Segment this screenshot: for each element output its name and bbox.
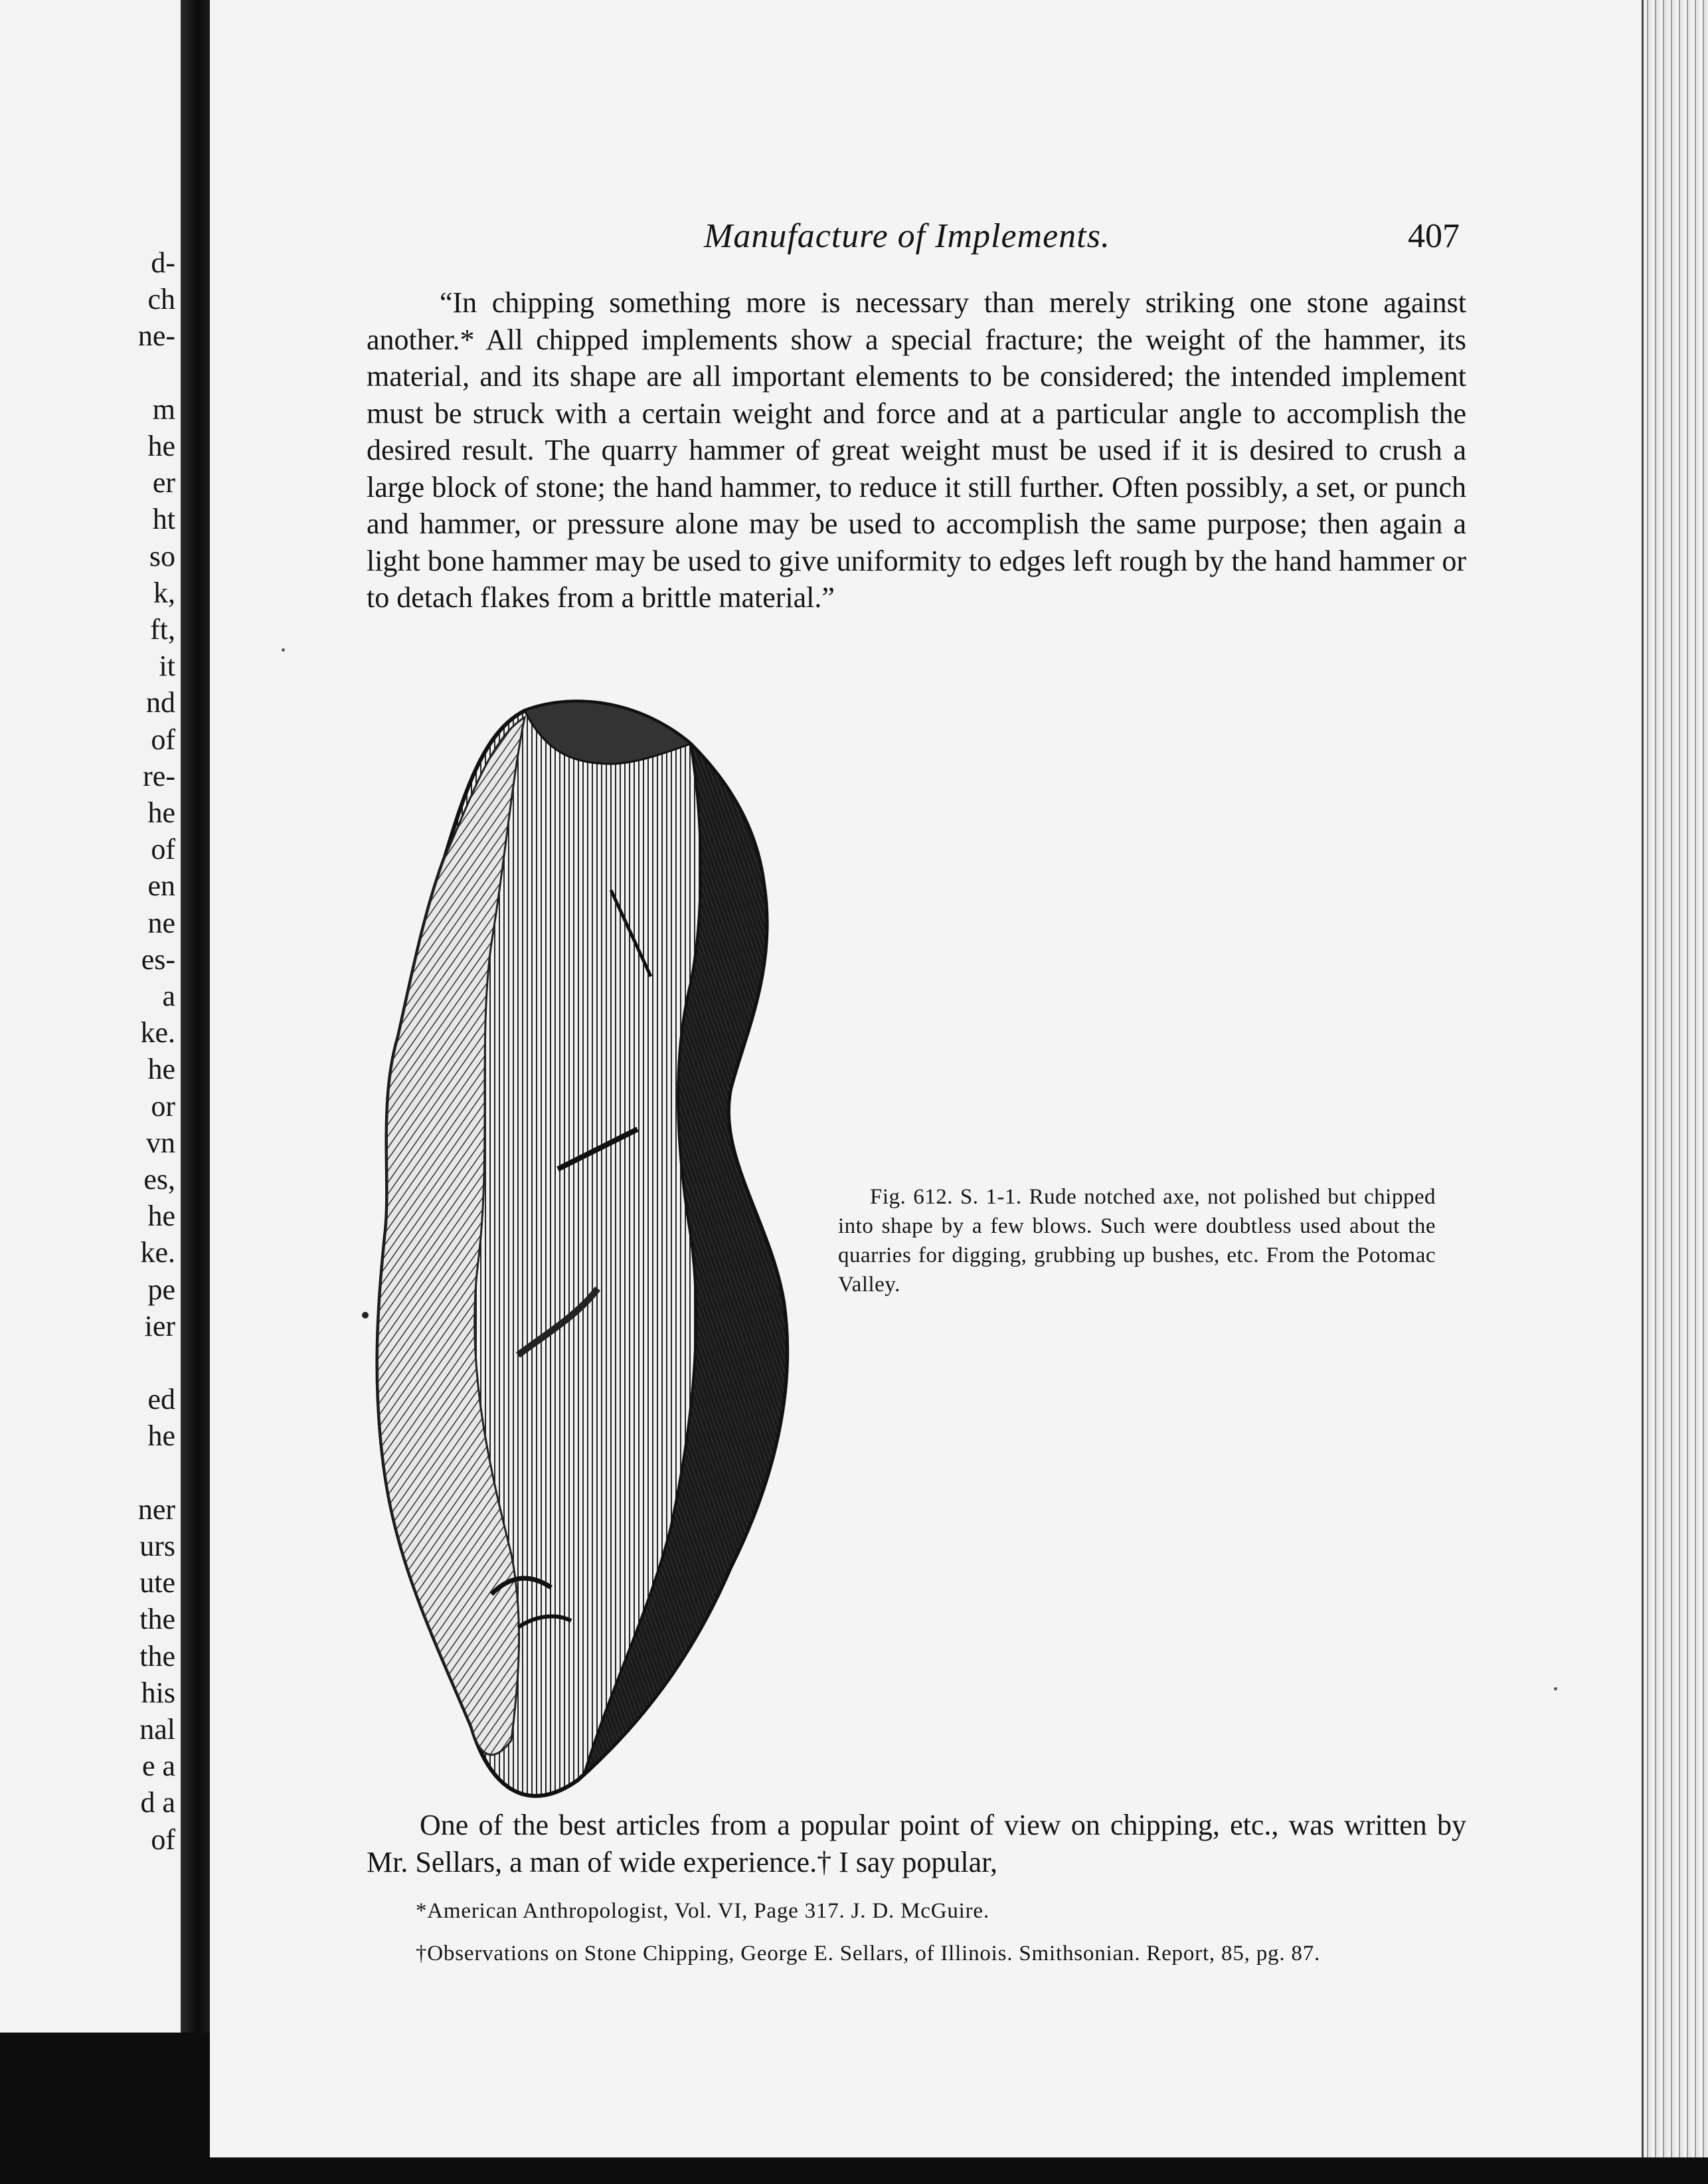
left-page-line-fragment: ke. bbox=[140, 1016, 175, 1049]
left-page-line-fragment: m bbox=[152, 393, 175, 426]
left-page-line-fragment: nal bbox=[139, 1713, 175, 1746]
footnote-1: *American Anthropologist, Vol. VI, Page 317. J. D. McGuire. bbox=[416, 1899, 989, 1923]
left-page-line-fragment: ed bbox=[147, 1383, 175, 1416]
left-page-line-fragment: ht bbox=[152, 503, 175, 536]
left-page-line-fragment: en bbox=[147, 869, 175, 903]
left-page-line-fragment: ner bbox=[137, 1493, 175, 1526]
scan-border bbox=[0, 2157, 1708, 2184]
left-page-line-fragment: d a bbox=[140, 1786, 175, 1819]
left-page-line-fragment: pe bbox=[147, 1273, 175, 1306]
left-page-line-fragment: e a bbox=[141, 1750, 175, 1783]
left-page-line-fragment: his bbox=[141, 1676, 175, 1709]
left-page-line-fragment: nd bbox=[146, 686, 175, 719]
left-page-line-fragment: es- bbox=[141, 943, 175, 976]
left-page-line-fragment: of bbox=[151, 723, 175, 756]
notched-axe-engraving bbox=[359, 691, 823, 1807]
page-edges bbox=[1642, 0, 1708, 2157]
left-page-line-fragment: ft, bbox=[150, 613, 175, 646]
left-page-line-fragment: ier bbox=[144, 1309, 175, 1342]
left-page-line-fragment: ute bbox=[139, 1566, 175, 1599]
left-page-fragment bbox=[0, 0, 181, 2033]
left-page-line-fragment: ke. bbox=[140, 1236, 175, 1269]
scan-speck bbox=[1554, 1687, 1557, 1690]
figure-caption: Fig. 612. S. 1-1. Rude notched axe, not polished but chipped into shape by a few blows. Such were doubtless used about the quarries for digging, grubbing up bushes, etc. From the Potomac Valley. bbox=[838, 1185, 1436, 1297]
footnote-2: †Observations on Stone Chipping, George E. Sellars, of Illinois. Smithsonian. Report, 85, pg. 87. bbox=[416, 1942, 1321, 1965]
left-page-line-fragment: er bbox=[152, 466, 175, 500]
left-page-line-fragment: the bbox=[139, 1639, 175, 1673]
left-page-line-fragment: he bbox=[147, 1419, 175, 1453]
left-page-line-fragment: he bbox=[147, 430, 175, 462]
quoted-paragraph: “In chipping something more is necessary than merely striking one stone against another.* All chipped implements show a special fracture; the weight of the hammer, its material, and its shape are all important elements to be considered; the intended implement must be struck with a certain weight and force and at a particular angle to accomplish the desired result. The quarry hammer of great weight must be used if it is desired to crush a large block of stone; the hand hammer, to reduce it still further. Often possibly, a set, or punch and hammer, or pressure alone may be used to accomplish the same purpose; then again a light bone hammer may be used to give uniformity to edges left rough by the hand hammer or to detach flakes from a brittle material.” bbox=[367, 286, 1466, 614]
left-page-line-fragment: es, bbox=[143, 1163, 175, 1196]
axe-illustration bbox=[359, 691, 823, 1807]
left-page-line-fragment: he bbox=[147, 1200, 175, 1233]
left-page-line-fragment: so bbox=[149, 539, 175, 573]
left-page-line-fragment: of bbox=[151, 1823, 175, 1856]
left-page-line-fragment: ne bbox=[147, 906, 175, 939]
left-page-line-fragment: of bbox=[151, 833, 175, 866]
left-page-line-fragment: or bbox=[151, 1089, 175, 1123]
left-page-line-fragment: urs bbox=[139, 1530, 175, 1562]
left-page-line-fragment: k, bbox=[153, 576, 175, 609]
left-page-line-fragment: ne- bbox=[137, 319, 175, 353]
left-page-line-fragment: vn bbox=[146, 1126, 175, 1159]
left-page-line-fragment: a bbox=[162, 980, 175, 1012]
running-head: Manufacture of Implements. bbox=[704, 217, 1110, 255]
scan-speck bbox=[282, 648, 285, 652]
left-page-line-fragment: he bbox=[147, 796, 175, 829]
page-number: 407 bbox=[1408, 217, 1460, 255]
left-page-line-fragment: re- bbox=[143, 759, 175, 792]
left-page-line-fragment: it bbox=[159, 650, 175, 683]
book-gutter bbox=[181, 0, 210, 2033]
left-page-line-fragment: ch bbox=[147, 283, 175, 316]
left-page-line-fragment: he bbox=[147, 1053, 175, 1086]
left-page-line-fragment: d- bbox=[151, 246, 175, 279]
body-paragraph: One of the best articles from a popular point of view on chipping, etc., was written by Mr. Sellars, a man of wide experience.† I say popular, bbox=[367, 1809, 1466, 1878]
left-page-line-fragment: the bbox=[139, 1603, 175, 1636]
